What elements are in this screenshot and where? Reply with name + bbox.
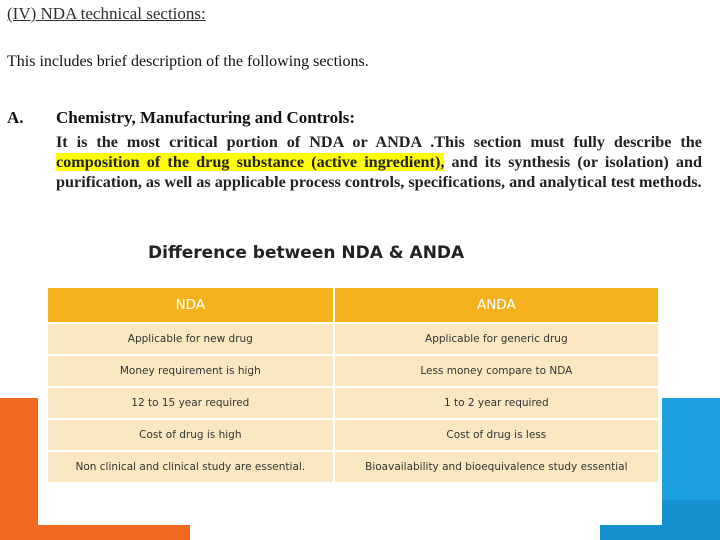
header-anda: ANDA: [334, 288, 659, 323]
table-cell: 12 to 15 year required: [48, 387, 334, 419]
comparison-table: [48, 288, 660, 524]
table-cell: Bioavailability and bioequivalence study essential: [334, 451, 659, 483]
table-cell: Cost of drug is high: [48, 419, 334, 451]
body-text-before: It is the most critical portion of NDA or ANDA .This section must fully describe the: [56, 133, 702, 151]
body-text-after: and its synthesis (or isolation) and purification, as well as applicable process controls, specifications, and analytical test methods.: [56, 153, 702, 191]
table-cell: Money requirement is high: [48, 355, 334, 387]
table-row: [48, 451, 659, 483]
comparison-image-panel: [38, 235, 662, 525]
table-footer-cell: [48, 483, 334, 524]
header-nda: NDA: [48, 288, 334, 323]
table-row: [48, 387, 659, 419]
table-cell: Less money compare to NDA: [334, 355, 659, 387]
table-footer-cell: [334, 483, 659, 524]
table-cell: Applicable for generic drug: [334, 323, 659, 355]
table-cell: Non clinical and clinical study are essential.: [48, 451, 334, 483]
section-letter: A.: [7, 108, 24, 127]
section-title: Chemistry, Manufacturing and Controls:: [56, 108, 356, 127]
table-header-row: [48, 288, 659, 323]
section-body: [56, 132, 702, 192]
table-cell: 1 to 2 year required: [334, 387, 659, 419]
section-heading: (IV) NDA technical sections:: [7, 4, 206, 23]
intro-text: This includes brief description of the following sections.: [7, 53, 369, 70]
table-row: [48, 323, 659, 355]
highlighted-text: composition of the drug substance (active ingredient),: [56, 153, 445, 171]
table-title: Difference between NDA & ANDA: [148, 243, 465, 263]
table-cell: Applicable for new drug: [48, 323, 334, 355]
table-row: [48, 355, 659, 387]
table-cell: Cost of drug is less: [334, 419, 659, 451]
table-footer-row: [48, 483, 659, 524]
table-row: [48, 419, 659, 451]
